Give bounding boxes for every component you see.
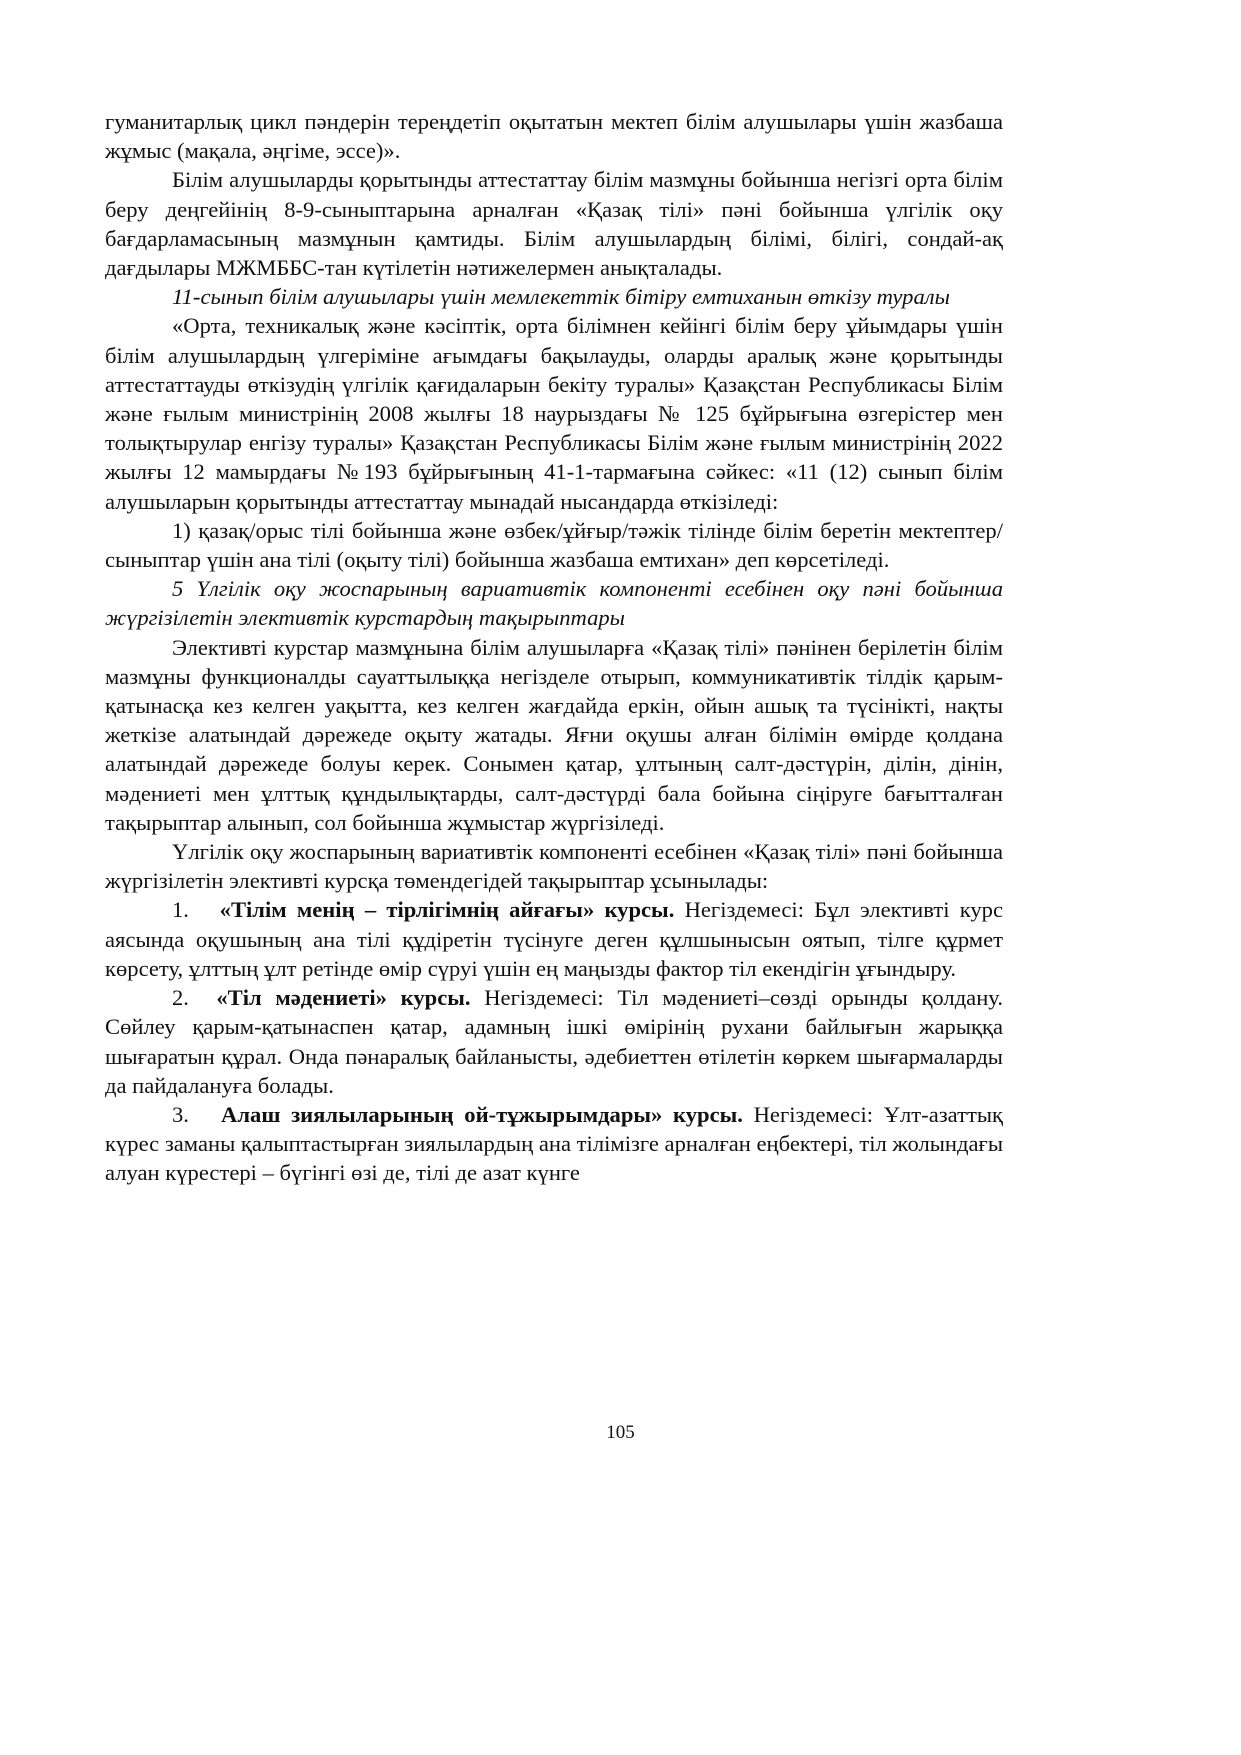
- course-description: Негіздемесі: Ұлт-азаттық күрес заманы қалыптастырған зиялылардың ана тілімізге арналған еңбектері, тіл жолындағы алуан күрестері – бүгінгі өзі де, тілі де азат күнге: [105, 1101, 1003, 1186]
- section-heading: 11-сынып білім алушылары үшін мемлекеттік бітіру емтиханын өткізу туралы: [172, 284, 950, 310]
- course-description: Негіздемесі: Тіл мәдениеті–сөзді орынды қолдану. Сөйлеу қарым-қатынаспен қатар, адамның ішкі өмірінің рухани байлығын жарыққа шығаратын құрал. Онда пәнаралық байланысты, әдебиеттен өтілетін көркем шығармаларды да пайдалануға болады.: [105, 985, 1003, 1098]
- course-item: [105, 895, 1003, 983]
- document-page: [105, 107, 1003, 1188]
- course-title: Алаш зиялыларының ой-тұжырымдары» курсы.: [221, 1101, 743, 1127]
- paragraph: Білім алушыларды қорытынды аттестаттау білім мазмұны бойынша негізгі орта білім беру деңгейінің 8-9-сыныптарына арналған «Қазақ тілі» пәні бойынша үлгілік оқу бағдарламасының мазмұнын қамтиды. Білім алушылардың білімі, білігі, сондай-ақ дағдылары МЖМББС-тан күтілетін нәтижелермен анықталады.: [105, 167, 1003, 281]
- paragraph: 1) қазақ/орыс тілі бойынша және өзбек/ұйғыр/тәжік тілінде білім беретін мектептер/сыныптар үшін ана тілі (оқыту тілі) бойынша жазбаша емтихан» деп көрсетіледі.: [105, 517, 1003, 573]
- course-number: 1.: [172, 897, 189, 923]
- paragraph: «Орта, техникалық және кәсіптік, орта білімнен кейінгі білім беру ұйымдары үшін білім алушылардың үлгеріміне ағымдағы бақылауды, оларды аралық және қорытынды аттестаттауды өткізудің үлгілік қағидаларын бекіту туралы» Қазақстан Республикасы Білім және ғылым министрінің 2008 жылғы 18 наурыздағы № 125 бұйрығына өзгерістер мен толықтырулар енгізу туралы» Қазақстан Республикасы Білім және ғылым министрінің 2022 жылғы 12 мамырдағы №193 бұйрығының 41-1-тармағына сәйкес: «11 (12) сынып білім алушыларын қорытынды аттестаттау мынадай нысандарда өткізіледі:: [105, 313, 1003, 514]
- course-number: 3.: [172, 1101, 189, 1127]
- course-item: [105, 983, 1003, 1100]
- paragraph: Үлгілік оқу жоспарының вариативтік компоненті есебінен «Қазақ тілі» пәні бойынша жүргізілетін элективті курсқа төмендегідей тақырыптар ұсынылады:: [105, 839, 1003, 894]
- page-number: 105: [606, 1422, 635, 1443]
- paragraph: Элективті курстар мазмұнына білім алушыларға «Қазақ тілі» пәнінен берілетін білім мазмұны функционалды сауаттылыққа негізделе отырып, коммуникативтік тілдік қарым-қатынасқа кез келген уақытта, кез келген жағдайда еркін, ойын ашық та түсінікті, нақты жеткізе алатындай дәрежеде оқыту жатады. Яғни оқушы алған білімін өмірде қолдана алатындай дәрежеде болуы керек. Сонымен қатар, ұлтының салт-дәстүрін, ділін, дінін, мәдениеті мен ұлттық құндылықтарды, салт-дәстүрді бала бойына сіңіруге бағытталған тақырыптар алынып, сол бойынша жұмыстар жүргізіледі.: [105, 634, 1003, 835]
- course-number: 2.: [172, 985, 189, 1011]
- course-item: [105, 1100, 1003, 1188]
- course-title: «Тіл мәдениеті» курсы.: [216, 985, 471, 1011]
- paragraph: гуманитарлық цикл пәндерін тереңдетіп оқытатын мектеп білім алушылары үшін жазбаша жұмыс (мақала, әңгіме, эссе)».: [105, 109, 1003, 164]
- course-description: Негіздемесі: Бұл элективті курс аясында оқушының ана тілі құдіретін түсінуге деген құлшынысын оятып, тілге құрмет көрсету, ұлттың ұлт ретінде өмір сүруі үшін ең маңызды фактор тіл екендігін ұғындыру.: [105, 897, 1004, 981]
- section-heading: 5 Үлгілік оқу жоспарының вариативтік компоненті есебінен оқу пәні бойынша жүргізілетін элективтік курстардың тақырыптары: [105, 576, 1003, 631]
- course-title: «Тілім менің – тірлігімнің айғағы» курсы.: [219, 897, 675, 923]
